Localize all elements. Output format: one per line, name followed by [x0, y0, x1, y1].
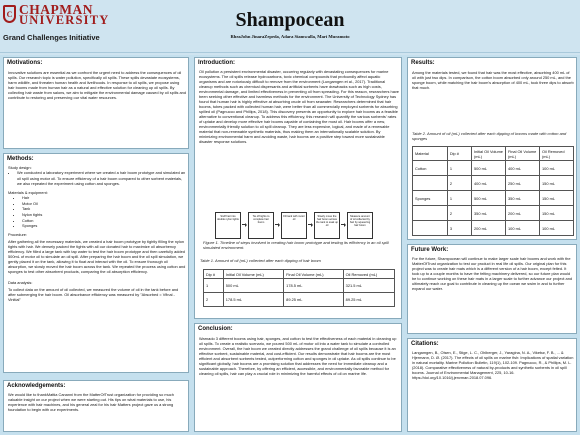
table-header-cell: Initial Oil Volume (mL) [223, 270, 283, 279]
table-cell: 150 mL [540, 176, 574, 191]
future-work-section [407, 244, 577, 334]
table-cell: 100 mL [540, 221, 574, 236]
table-cell: 400 mL [506, 161, 540, 176]
table-row [413, 161, 574, 176]
table-header-cell: Initial Oil Volume (mL) [472, 147, 506, 161]
table-cell: 500 mL [223, 279, 283, 293]
motivations-section [3, 57, 189, 149]
table-cell [413, 221, 448, 236]
analysis-label: Data analysis: [8, 279, 33, 285]
table-cell: 350 mL [506, 191, 540, 206]
table-cell: 150 mL [540, 191, 574, 206]
university-name-line2: UNIVERSITY [19, 13, 110, 27]
table-cell: 1 [447, 161, 471, 176]
motivations-heading: Motivations: [7, 60, 43, 66]
table-cell: 150 mL [540, 206, 574, 221]
table-cell: 89.25 mL [284, 293, 343, 307]
table-header-cell: Oil Removed (mL) [343, 270, 394, 279]
table-cell: 178.5 mL [284, 279, 343, 293]
table-cell: 1 [447, 191, 471, 206]
study-design-list [8, 170, 186, 187]
arrow-right-icon [242, 224, 246, 225]
citations-section [407, 338, 577, 432]
table2 [412, 146, 574, 236]
table2-caption: Table 2. Amount of oil (mL) collected after each dipping of booms made with cotton and sponges [412, 131, 567, 142]
future-work-heading: Future Work: [411, 247, 449, 253]
table-row [413, 221, 574, 236]
table-cell: 250 mL [506, 176, 540, 191]
table-row [413, 191, 574, 206]
timeline-step: Tie off tights to complete hair boom [248, 212, 274, 239]
material-item: • Hair [22, 195, 186, 201]
table-header-cell: Dip # [204, 270, 224, 279]
acknowledgements-section [3, 380, 189, 432]
shield-icon: C [3, 5, 16, 23]
material-item: • Motor Oil [22, 201, 186, 207]
table1 [203, 269, 395, 307]
arrow-right-icon [308, 224, 312, 225]
table-cell: 3 [447, 221, 471, 236]
study-design-label: Study design: [8, 165, 32, 170]
conclusion-heading: Conclusion: [198, 326, 233, 332]
table-cell: 178.5 mL [223, 293, 283, 307]
material-item: • Tank [22, 206, 186, 212]
analysis-text: To collect data on the amount of oil collected, we measured the volume of oil in the tank before and after submerging the hair boom. Oil absorbance efficiency was measured by "Absorbed = Vfinal - Vinitial" [8, 286, 179, 302]
table-row [204, 279, 395, 293]
methods-body [8, 165, 186, 371]
table-cell: Cotton [413, 161, 448, 176]
poster-title: Shampocean [235, 9, 345, 31]
acknowledgements-text: We would like to thankMattia Cananni from the MatterOfTrust organization for providing so much valuable insight on our project when we were starting out. His tips on what materials to use, his experience with hair machines, and his general zeal for his hair Matters project gave us a strong foundation to begin with our experiments. [8, 392, 174, 412]
table-cell: 400 mL [472, 176, 506, 191]
material-item: • Cotton [22, 218, 186, 224]
poster-banner [0, 0, 580, 55]
conclusion-section [194, 323, 402, 432]
table-cell [413, 176, 448, 191]
table-cell: 89.25 mL [343, 293, 394, 307]
timeline-step: Fill tank with motor oil [281, 212, 307, 239]
acknowledgements-heading: Acknowledgements: [7, 383, 66, 389]
table-header-row [413, 147, 574, 161]
table-cell: 100 mL [506, 221, 540, 236]
table-cell: 2 [204, 293, 224, 307]
table-header-cell: Oil Removed (mL) [540, 147, 574, 161]
table-header-cell: Dip # [447, 147, 471, 161]
future-work-text: For the future, Shampocean will continue to make larger scale hair booms and work with the MatterOfTrust organization to test our product in real life oil spills. Our original plan for this project was to create hair mats which is a different version of a hair boom, except felted. It took up to a couple months to have the felting machinery delivered, so our future plan would be to continue working on these hair mats in a larger scale to further advance our project and ultimately reach our goal to contribute in cleaning up the ocean we swim in and to further expand our water. [412, 256, 573, 291]
methods-section [3, 153, 189, 373]
table-cell: 200 mL [506, 206, 540, 221]
table-cell: 321.5 mL [343, 279, 394, 293]
conclusion-text: Warnado 3 different booms using hair, sponges, and cotton to test the effectiveness of each material in cleaning up oil spills. To create a realistic scenario, we poured 500 mL of motor oil into a water tank to simulate a controlled environment. Overall, the hair boom we created directly addresses the grand challenge of oil spills because it is an effective sorbent, sustainable material, and cost-efficient. Our results demonstrate that hair booms are the most efficient and absorbent sorbents tested, outperforming cotton and sponges in oil uptake. As oil spills continue to be significant globally, hair booms are a promising solution that addresses the need for immediate cleanup and a sustainable approach. Therefore, by offering an efficient, accessible, and environmentally favorable method for cleaning oil spills, hair can play a crucial role in minimizing the harmful effects of oil on marine life. [199, 336, 397, 376]
table-cell: 500 mL [472, 191, 506, 206]
procedure-text: After gathering all the necessary materials, we created a hair boom prototype by tightly filling the nylon tights with hair. We densely packed the tights with all our donated hair to maximize oil absorbency efficiency. We filled a large tank with tap water to test the hair boom prototype and then carefully added 500mL of motor oil to simulate an oil spill. After preparing the hair boom and the oil spill simulation, we gently placed it on the tank, allowing it to float and interact with the oil. To ensure thorough oil absorption, we slowly moved the hair boom across the tank. We repeated the process using cotton and sponges to test other absorbent products, comparing the oil absorption efficiency. [8, 238, 186, 274]
timeline-step: Measure amount of oil collected by hair by squeezing hair boom [347, 212, 373, 239]
table-cell: 100 mL [540, 161, 574, 176]
table-cell: 350 mL [472, 206, 506, 221]
table1-caption: Table 1. Amount of oil (mL) collected after each dipping of hair boom [200, 258, 321, 263]
header-divider [0, 52, 580, 53]
timeline-step: Slowly move the hair boom across the tank to soak up oil [314, 212, 340, 239]
methods-heading: Methods: [7, 156, 34, 162]
table-row [413, 206, 574, 221]
table-header-row [204, 270, 395, 279]
material-item: • Nylon tights [22, 212, 186, 218]
results-section [407, 57, 577, 240]
results-heading: Results: [411, 60, 435, 66]
table-cell: 2 [447, 206, 471, 221]
introduction-heading: Introduction: [198, 60, 235, 66]
initiative-label: Grand Challenges Initiative [3, 33, 100, 42]
table-cell: 1 [204, 279, 224, 293]
table-row [204, 293, 395, 307]
table-cell: Sponges [413, 191, 448, 206]
citations-heading: Citations: [411, 341, 439, 347]
results-text: Among the materials tested, we found that hair was the most effective, absorbing 400 mL of oil with just two dips. In comparison, the cotton boom absorbed only around 250 mL, and the sponge boom, while matching the hair boom's absorption of 400 mL, took three dips to absorb that much. [412, 70, 574, 90]
materials-label: Materials & equipment: [8, 189, 48, 195]
table-cell: 2 [447, 176, 471, 191]
table-row [413, 176, 574, 191]
arrow-right-icon [275, 224, 279, 225]
motivations-text: Innovative solutions are essential as we confront the urgent need to address the consequences of oil spills. Our research topic is water pollution, specifically oil spills. These spills devastate ecosystems, harm wildlife, and threaten human health and livelihoods. In response to oil spills, we propose using hair booms made from human hair as a natural and effective solution for cleaning up oil spills. By collecting hair waste from salons, we aim to mitigate the environmental damage caused by oil spills and contribute to restoring and preserving our vital water resources. [8, 70, 186, 100]
table-header-cell: Material [413, 147, 448, 161]
university-name-line1: CHAPMAN [19, 2, 93, 17]
table-cell: 200 mL [472, 221, 506, 236]
materials-list [8, 195, 186, 229]
poster-authors: RheaJohn JinaraZepeda, Adara Siamwalla, Mari Muramoto [230, 34, 350, 39]
figure1-caption: Figure 1. Timeline of steps involved in creating hair boom prototype and testing its efficiency in an oil spill simulated environment. [203, 240, 389, 251]
study-design-text: • We conducted a laboratory experiment where we created a hair boom prototype and simulated an oil spill using motor oil. To ensure efficiency of a hair boom compared to other sorbent materials, we also repeated the experiment using cotton and sponges. [17, 170, 186, 187]
table-header-cell: Final Oil Volume (mL) [506, 147, 540, 161]
arrow-right-icon [341, 224, 345, 225]
material-item: • Sponges [22, 223, 186, 229]
table-header-cell: Final Oil Volume (mL) [284, 270, 343, 279]
procedure-label: Procedure: [8, 231, 28, 237]
timeline-step: Stuff hair into double nylon tights [215, 212, 241, 239]
introduction-section [194, 57, 402, 319]
table-cell: 500 mL [472, 161, 506, 176]
introduction-text: Oil pollution a persistent environmental disaster, occurring regularly with devastating consequences for marine ecosystems. The oil spills release hydrocarbons, toxic chemical compounds that profoundly affect aquatic organisms and are notoriously difficult to remove from the environment (Lungamgen et al., 2017). Traditional cleanup methods such as chemical dispersants and artificial sorbents have drawbacks such as high costs, environmental damage, and limited effectiveness in preventing oil from spreading. For this reason, researchers have been seeking other effective and harmless methods for the environment. The University of Technology Sydney has found that human hair is highly effective at absorbing crude oil from seawater. Researchers determined that hair booms, tubes packed with collected human hair, were better than all commercially employed sorbents for absorbing spilled oil (Pagnucco and Phillips, 2018). This discovery presents an opportunity to explore hair booms as a feasible alternative to conventional cleanup. To address this efficiency, this research will quantify the various sorbents' rates of uptake and develop more effective hair booms capable of containing the most oil. Hair booms offer a new, environmentally friendly solution to oil spill cleanup. They are less expensive, logical, and made of a renewable material that non-renewable synthetic materials, thus making them an internationally scalable solution. By minimizing environmental harm and avoiding waste, hair booms are a positive step toward more sustainable disaster response solutions. [199, 69, 399, 144]
table-cell [413, 206, 448, 221]
citations-text: Langamgen, B., Olsen, E., Stige, L. C., Ohlberger, J., Yaragina, N. A., Vikebø, F. B., ... & Hjermann, D. Ø. (2017). The effects of oil spills on marine fish: Implications of spatial variation in natural mortality. Marine Pollution Bulletin, 119(1), 102-109. Pagnucco, R., & Phillips, M. L. (2018). Comparative effectiveness of natural by-products and synthetic sorbents in oil spill booms. Journal of Environmental Management, 225, 10-16. https://doi.org/10.1016/j.jenvman.2018.07.096. [412, 350, 574, 380]
